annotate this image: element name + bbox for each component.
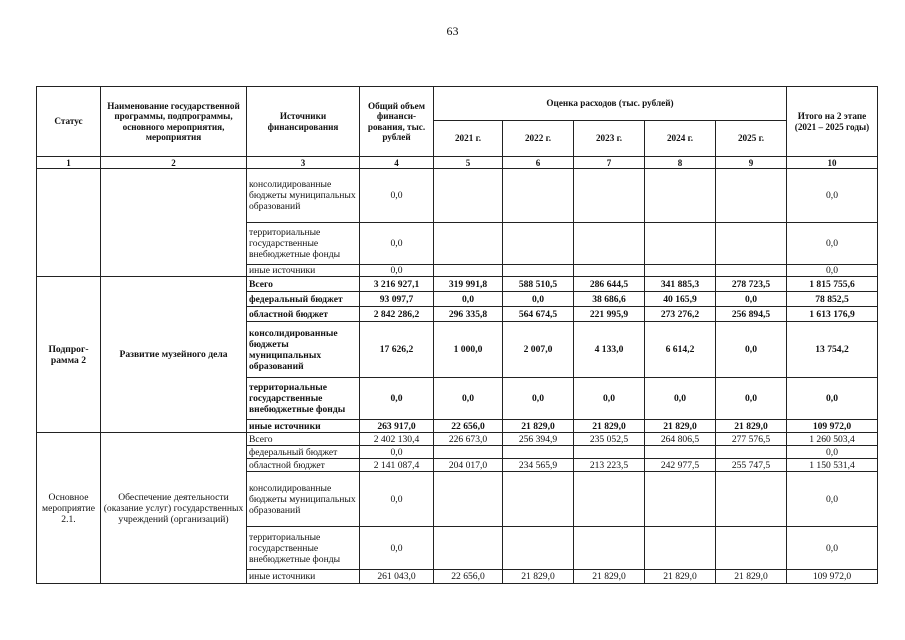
year-cell (434, 169, 503, 223)
itogo-cell: 13 754,2 (787, 322, 878, 378)
source-cell: иные источники (247, 265, 360, 277)
source-cell: федеральный бюджет (247, 446, 360, 459)
table-row (37, 433, 878, 446)
year-cell (574, 265, 645, 277)
total-cell: 2 402 130,4 (360, 433, 434, 446)
source-cell: областной бюджет (247, 307, 360, 322)
year-cell (574, 527, 645, 570)
total-cell: 0,0 (360, 446, 434, 459)
total-cell: 2 141 087,4 (360, 459, 434, 472)
itogo-cell: 1 815 755,6 (787, 277, 878, 292)
year-cell: 21 829,0 (503, 570, 574, 584)
source-cell: иные источники (247, 570, 360, 584)
year-cell (645, 527, 716, 570)
year-cell (645, 265, 716, 277)
year-cell: 6 614,2 (645, 322, 716, 378)
year-cell (434, 472, 503, 527)
column-number-row (37, 157, 878, 169)
year-cell: 40 165,9 (645, 292, 716, 307)
year-cell: 278 723,5 (716, 277, 787, 292)
year-cell (716, 472, 787, 527)
source-cell: областной бюджет (247, 459, 360, 472)
header-year-2024: 2024 г. (645, 121, 716, 157)
year-cell: 255 747,5 (716, 459, 787, 472)
name-cell-empty (101, 169, 247, 277)
year-cell (503, 265, 574, 277)
source-cell: территориальные государственные внебюджетные фонды (247, 378, 360, 420)
total-cell: 0,0 (360, 169, 434, 223)
page-number: 63 (446, 24, 459, 38)
itogo-cell: 0,0 (787, 223, 878, 265)
year-cell: 21 829,0 (503, 420, 574, 433)
itogo-cell: 1 260 503,4 (787, 433, 878, 446)
header-status: Статус (37, 87, 101, 157)
col-number: 4 (360, 157, 434, 169)
year-cell: 341 885,3 (645, 277, 716, 292)
table-row (37, 169, 878, 223)
header-itogo: Итого на 2 этапе (2021 – 2025 годы) (787, 87, 878, 157)
header-estimate: Оценка расходов (тыс. рублей) (434, 87, 787, 121)
year-cell (645, 169, 716, 223)
col-number: 1 (37, 157, 101, 169)
total-cell: 263 917,0 (360, 420, 434, 433)
col-number: 6 (503, 157, 574, 169)
year-cell (716, 527, 787, 570)
itogo-cell: 0,0 (787, 527, 878, 570)
year-cell: 226 673,0 (434, 433, 503, 446)
year-cell (434, 265, 503, 277)
name-cell: Развитие музейного дела (101, 277, 247, 433)
source-cell: Всего (247, 433, 360, 446)
year-cell (503, 472, 574, 527)
year-cell (434, 527, 503, 570)
status-cell: Основное мероприятие 2.1. (37, 433, 101, 584)
source-cell: территориальные государственные внебюджетные фонды (247, 223, 360, 265)
year-cell: 0,0 (716, 292, 787, 307)
year-cell: 0,0 (503, 292, 574, 307)
itogo-cell: 1 150 531,4 (787, 459, 878, 472)
year-cell: 21 829,0 (645, 570, 716, 584)
source-cell: территориальные государственные внебюджетные фонды (247, 527, 360, 570)
year-cell (716, 446, 787, 459)
year-cell: 235 052,5 (574, 433, 645, 446)
year-cell: 1 000,0 (434, 322, 503, 378)
year-cell: 273 276,2 (645, 307, 716, 322)
table-row (37, 277, 878, 292)
header-year-2022: 2022 г. (503, 121, 574, 157)
col-number: 7 (574, 157, 645, 169)
itogo-cell: 109 972,0 (787, 570, 878, 584)
status-cell: Подпрог-рамма 2 (37, 277, 101, 433)
year-cell: 4 133,0 (574, 322, 645, 378)
year-cell: 21 829,0 (716, 420, 787, 433)
total-cell: 17 626,2 (360, 322, 434, 378)
year-cell: 234 565,9 (503, 459, 574, 472)
header-sources: Источники финансирования (247, 87, 360, 157)
year-cell (716, 265, 787, 277)
budget-table (36, 86, 878, 584)
year-cell: 277 576,5 (716, 433, 787, 446)
source-cell: Всего (247, 277, 360, 292)
year-cell: 0,0 (716, 322, 787, 378)
year-cell (574, 169, 645, 223)
total-cell: 2 842 286,2 (360, 307, 434, 322)
total-cell: 0,0 (360, 378, 434, 420)
year-cell: 21 829,0 (716, 570, 787, 584)
year-cell: 564 674,5 (503, 307, 574, 322)
year-cell (645, 472, 716, 527)
year-cell: 256 394,9 (503, 433, 574, 446)
year-cell: 204 017,0 (434, 459, 503, 472)
total-cell: 0,0 (360, 472, 434, 527)
total-cell: 0,0 (360, 223, 434, 265)
year-cell: 0,0 (503, 378, 574, 420)
year-cell: 0,0 (645, 378, 716, 420)
year-cell: 21 829,0 (574, 570, 645, 584)
year-cell: 0,0 (434, 292, 503, 307)
header-name: Наименование государственной программы, подпрограммы, основного мероприятия, мероприятия (101, 87, 247, 157)
header-year-2025: 2025 г. (716, 121, 787, 157)
itogo-cell: 0,0 (787, 378, 878, 420)
year-cell (574, 472, 645, 527)
year-cell (645, 446, 716, 459)
year-cell (645, 223, 716, 265)
year-cell (503, 169, 574, 223)
col-number: 3 (247, 157, 360, 169)
year-cell (574, 223, 645, 265)
itogo-cell: 0,0 (787, 169, 878, 223)
year-cell: 242 977,5 (645, 459, 716, 472)
total-cell: 93 097,7 (360, 292, 434, 307)
year-cell: 319 991,8 (434, 277, 503, 292)
year-cell: 21 829,0 (645, 420, 716, 433)
col-number: 9 (716, 157, 787, 169)
itogo-cell: 1 613 176,9 (787, 307, 878, 322)
source-cell: консолидированные бюджеты муниципальных образований (247, 322, 360, 378)
year-cell: 286 644,5 (574, 277, 645, 292)
year-cell: 0,0 (434, 378, 503, 420)
col-number: 10 (787, 157, 878, 169)
year-cell (716, 223, 787, 265)
year-cell (434, 223, 503, 265)
col-number: 5 (434, 157, 503, 169)
header-year-2021: 2021 г. (434, 121, 503, 157)
year-cell (716, 169, 787, 223)
total-cell: 261 043,0 (360, 570, 434, 584)
header-total-volume: Общий объем финанси-рования, тыс. рублей (360, 87, 434, 157)
year-cell: 588 510,5 (503, 277, 574, 292)
year-cell: 213 223,5 (574, 459, 645, 472)
itogo-cell: 0,0 (787, 472, 878, 527)
year-cell: 221 995,9 (574, 307, 645, 322)
source-cell: иные источники (247, 420, 360, 433)
total-cell: 0,0 (360, 527, 434, 570)
source-cell: консолидированные бюджеты муниципальных образований (247, 472, 360, 527)
name-cell: Обеспечение деятельности (оказание услуг) государственных учреждений (организаций) (101, 433, 247, 584)
year-cell (574, 446, 645, 459)
itogo-cell: 109 972,0 (787, 420, 878, 433)
header-year-2023: 2023 г. (574, 121, 645, 157)
year-cell (434, 446, 503, 459)
source-cell: консолидированные бюджеты муниципальных образований (247, 169, 360, 223)
year-cell: 21 829,0 (574, 420, 645, 433)
itogo-cell: 78 852,5 (787, 292, 878, 307)
total-cell: 0,0 (360, 265, 434, 277)
year-cell: 296 335,8 (434, 307, 503, 322)
year-cell (503, 527, 574, 570)
year-cell: 264 806,5 (645, 433, 716, 446)
year-cell: 22 656,0 (434, 570, 503, 584)
year-cell: 0,0 (574, 378, 645, 420)
itogo-cell: 0,0 (787, 446, 878, 459)
col-number: 8 (645, 157, 716, 169)
year-cell: 256 894,5 (716, 307, 787, 322)
status-cell-empty (37, 169, 101, 277)
total-cell: 3 216 927,1 (360, 277, 434, 292)
year-cell: 38 686,6 (574, 292, 645, 307)
year-cell: 2 007,0 (503, 322, 574, 378)
year-cell: 22 656,0 (434, 420, 503, 433)
col-number: 2 (101, 157, 247, 169)
itogo-cell: 0,0 (787, 265, 878, 277)
source-cell: федеральный бюджет (247, 292, 360, 307)
year-cell (503, 223, 574, 265)
year-cell (503, 446, 574, 459)
year-cell: 0,0 (716, 378, 787, 420)
